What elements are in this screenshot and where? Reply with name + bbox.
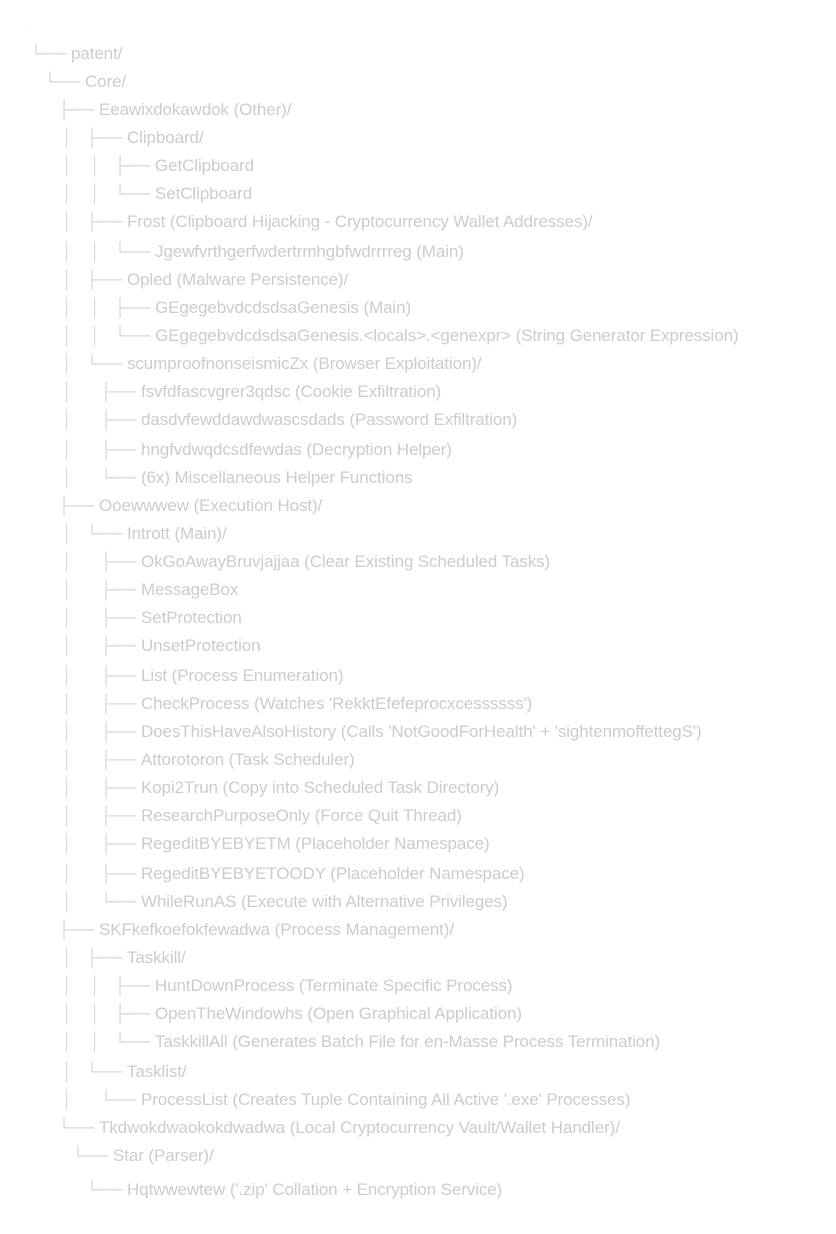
tree-guide-line: │: [62, 694, 73, 713]
tree-guide-line: │: [90, 976, 101, 995]
tree-guide-line: │: [62, 298, 73, 317]
tree-guide-line: │: [62, 552, 73, 571]
tree-guide-line: │: [62, 580, 73, 599]
tree-item-label: DoesThisHaveAlsoHistory (Calls 'NotGoodForHealth' + 'sightenmoffettegS'): [141, 722, 702, 741]
tree-guide-line: │: [62, 410, 73, 429]
tree-connector: ├──: [58, 100, 95, 119]
tree-connector: ├──: [58, 496, 95, 515]
tree-guide-line: │: [62, 948, 73, 967]
tree-guide-line: │: [62, 636, 73, 655]
tree-connector: ├──: [100, 552, 137, 571]
tree-row: [0, 1004, 836, 1024]
tree-item-label: ResearchPurposeOnly (Force Quit Thread): [141, 806, 462, 825]
tree-row: [0, 44, 836, 64]
tree-item-label: RegeditBYEBYETM (Placeholder Namespace): [141, 834, 490, 853]
tree-row: [0, 722, 836, 742]
tree-folder-label: Tasklist/: [127, 1062, 187, 1081]
tree-connector: ├──: [100, 382, 137, 401]
tree-connector: ├──: [100, 778, 137, 797]
tree-connector: └──: [86, 1180, 123, 1199]
tree-row: [0, 100, 836, 120]
tree-item-label: UnsetProtection: [141, 636, 261, 655]
tree-item-label: ProcessList (Creates Tuple Containing All Active '.exe' Processes): [141, 1090, 631, 1109]
tree-connector: ├──: [100, 722, 137, 741]
tree-connector: └──: [44, 72, 81, 91]
tree-row: [0, 1146, 836, 1166]
tree-guide-line: │: [90, 1032, 101, 1051]
tree-row: [0, 694, 836, 714]
tree-row: [0, 1090, 836, 1110]
tree-connector: ├──: [114, 1004, 151, 1023]
tree-connector: └──: [58, 1118, 95, 1137]
tree-connector: ├──: [114, 976, 151, 995]
tree-connector: └──: [100, 1090, 137, 1109]
tree-connector: └──: [72, 1146, 109, 1165]
tree-connector: ├──: [100, 410, 137, 429]
tree-item-label: Attorotoron (Task Scheduler): [141, 750, 355, 769]
tree-row: [0, 440, 836, 460]
tree-row: [0, 948, 836, 968]
tree-guide-line: │: [62, 750, 73, 769]
tree-item-label: SetProtection: [141, 608, 242, 627]
tree-connector: ├──: [114, 298, 151, 317]
tree-guide-line: │: [62, 976, 73, 995]
tree-row: [0, 410, 836, 430]
tree-guide-line: │: [90, 184, 101, 203]
tree-guide-line: │: [90, 1004, 101, 1023]
tree-guide-line: │: [62, 440, 73, 459]
tree-guide-line: │: [62, 722, 73, 741]
tree-guide-line: │: [62, 1090, 73, 1109]
tree-folder-label: scumproofnonseismicZx (Browser Exploitation)/: [127, 354, 482, 373]
tree-row: [0, 1180, 836, 1200]
tree-row: [0, 128, 836, 148]
tree-connector: ├──: [114, 156, 151, 175]
tree-guide-line: │: [62, 806, 73, 825]
tree-connector: └──: [100, 892, 137, 911]
tree-row: [0, 892, 836, 912]
tree-row: [0, 326, 836, 346]
tree-connector: ├──: [86, 948, 123, 967]
tree-row: [0, 72, 836, 92]
tree-row: [0, 242, 836, 262]
tree-item-label: List (Process Enumeration): [141, 666, 344, 685]
tree-item-label: hngfvdwqdcsdfewdas (Decryption Helper): [141, 440, 452, 459]
tree-folder-label: Tkdwokdwaokokdwadwa (Local Cryptocurrency Vault/Wallet Handler)/: [99, 1118, 620, 1137]
tree-connector: └──: [114, 1032, 151, 1051]
tree-guide-line: │: [62, 778, 73, 797]
tree-connector: ├──: [86, 128, 123, 147]
tree-row: [0, 552, 836, 572]
tree-connector: ├──: [86, 270, 123, 289]
tree-row: [0, 184, 836, 204]
tree-row: [0, 468, 836, 488]
tree-item-label: Kopi2Trun (Copy into Scheduled Task Directory): [141, 778, 500, 797]
tree-row: [0, 354, 836, 374]
tree-item-label: OpenTheWindowhs (Open Graphical Application): [155, 1004, 522, 1023]
tree-folder-label: Ooewwwew (Execution Host)/: [99, 496, 323, 515]
tree-folder-label: Clipboard/: [127, 128, 204, 147]
tree-connector: └──: [30, 44, 67, 63]
tree-connector: ├──: [58, 920, 95, 939]
tree-guide-line: │: [62, 468, 73, 487]
tree-folder-label: Eeawixdokawdok (Other)/: [99, 100, 292, 119]
tree-item-label: GEgegebvdcdsdsaGenesis.<locals>.<genexpr> (String Generator Expression): [155, 326, 739, 345]
tree-item-label: Jgewfvrthgerfwdertrmhgbfwdrrrreg (Main): [155, 242, 464, 261]
tree-row: [0, 270, 836, 290]
tree-guide-line: │: [62, 608, 73, 627]
tree-row: [0, 1118, 836, 1138]
tree-connector: ├──: [86, 212, 123, 231]
tree-item-label: dasdvfewddawdwascsdads (Password Exfiltration): [141, 410, 518, 429]
tree-folder-label: Frost (Clipboard Hijacking - Cryptocurrency Wallet Addresses)/: [127, 212, 593, 231]
tree-connector: ├──: [100, 694, 137, 713]
tree-guide-line: │: [62, 156, 73, 175]
tree-row: [0, 636, 836, 656]
tree-folder-label: SKFkefkoefokfewadwa (Process Management)/: [99, 920, 454, 939]
tree-folder-label: Opled (Malware Persistence)/: [127, 270, 349, 289]
tree-item-label: GetClipboard: [155, 156, 254, 175]
tree-folder-label: Core/: [85, 72, 127, 91]
tree-connector: └──: [114, 184, 151, 203]
tree-item-label: SetClipboard: [155, 184, 253, 203]
tree-item-label: (6x) Miscellaneous Helper Functions: [141, 468, 413, 487]
tree-guide-line: │: [62, 242, 73, 261]
tree-connector: └──: [114, 326, 151, 345]
tree-row: [0, 298, 836, 318]
tree-root: .: [24, 22, 27, 33]
tree-folder-label: Intrott (Main)/: [127, 524, 227, 543]
tree-connector: ├──: [100, 580, 137, 599]
tree-guide-line: │: [62, 1032, 73, 1051]
tree-row: [0, 806, 836, 826]
tree-connector: ├──: [100, 608, 137, 627]
tree-connector: ├──: [100, 666, 137, 685]
tree-item-label: WhileRunAS (Execute with Alternative Privileges): [141, 892, 508, 911]
tree-guide-line: │: [62, 382, 73, 401]
tree-row: [0, 382, 836, 402]
tree-guide-line: │: [62, 524, 73, 543]
tree-guide-line: │: [62, 834, 73, 853]
tree-connector: ├──: [100, 750, 137, 769]
tree-row: [0, 496, 836, 516]
tree-row: [0, 580, 836, 600]
tree-guide-line: │: [62, 212, 73, 231]
tree-connector: ├──: [100, 636, 137, 655]
tree-row: [0, 1062, 836, 1082]
tree-guide-line: │: [62, 128, 73, 147]
tree-item-label: GEgegebvdcdsdsaGenesis (Main): [155, 298, 412, 317]
tree-connector: ├──: [100, 806, 137, 825]
tree-row: [0, 864, 836, 884]
tree-item-label: TaskkillAll (Generates Batch File for en-Masse Process Termination): [155, 1032, 661, 1051]
tree-connector: └──: [86, 524, 123, 543]
tree-guide-line: │: [90, 156, 101, 175]
tree-row: [0, 778, 836, 798]
tree-guide-line: │: [90, 298, 101, 317]
tree-guide-line: │: [62, 184, 73, 203]
tree-row: [0, 976, 836, 996]
tree-guide-line: │: [90, 242, 101, 261]
tree-connector: └──: [86, 1062, 123, 1081]
tree-row: [0, 666, 836, 686]
tree-row: [0, 156, 836, 176]
tree-row: [0, 212, 836, 232]
tree-row: [0, 608, 836, 628]
tree-guide-line: │: [62, 864, 73, 883]
tree-item-label: CheckProcess (Watches 'RekktEfefeprocxcessssss'): [141, 694, 533, 713]
tree-item-label: Hqtwwewtew ('.zip' Collation + Encryption Service): [127, 1180, 503, 1199]
tree-guide-line: │: [62, 1004, 73, 1023]
tree-guide-line: │: [90, 326, 101, 345]
tree-row: [0, 834, 836, 854]
tree-connector: └──: [100, 468, 137, 487]
tree-folder-label: Taskkill/: [127, 948, 186, 967]
tree-connector: └──: [114, 242, 151, 261]
tree-row: [0, 750, 836, 770]
tree-folder-label: patent/: [71, 44, 123, 63]
tree-guide-line: │: [62, 326, 73, 345]
tree-item-label: fsvfdfascvgrer3qdsc (Cookie Exfiltration): [141, 382, 442, 401]
tree-row: [0, 1032, 836, 1052]
tree-item-label: MessageBox: [141, 580, 239, 599]
tree-item-label: OkGoAwayBruvjajjaa (Clear Existing Scheduled Tasks): [141, 552, 551, 571]
tree-connector: ├──: [100, 440, 137, 459]
tree-guide-line: │: [62, 666, 73, 685]
tree-guide-line: │: [62, 270, 73, 289]
tree-folder-label: Star (Parser)/: [113, 1146, 214, 1165]
tree-row: [0, 920, 836, 940]
tree-guide-line: │: [62, 1062, 73, 1081]
tree-connector: └──: [86, 354, 123, 373]
tree-item-label: RegeditBYEBYETOODY (Placeholder Namespace): [141, 864, 525, 883]
tree-item-label: HuntDownProcess (Terminate Specific Process): [155, 976, 513, 995]
tree-connector: ├──: [100, 864, 137, 883]
tree-guide-line: │: [62, 892, 73, 911]
tree-row: [0, 524, 836, 544]
tree-connector: ├──: [100, 834, 137, 853]
tree-guide-line: │: [62, 354, 73, 373]
